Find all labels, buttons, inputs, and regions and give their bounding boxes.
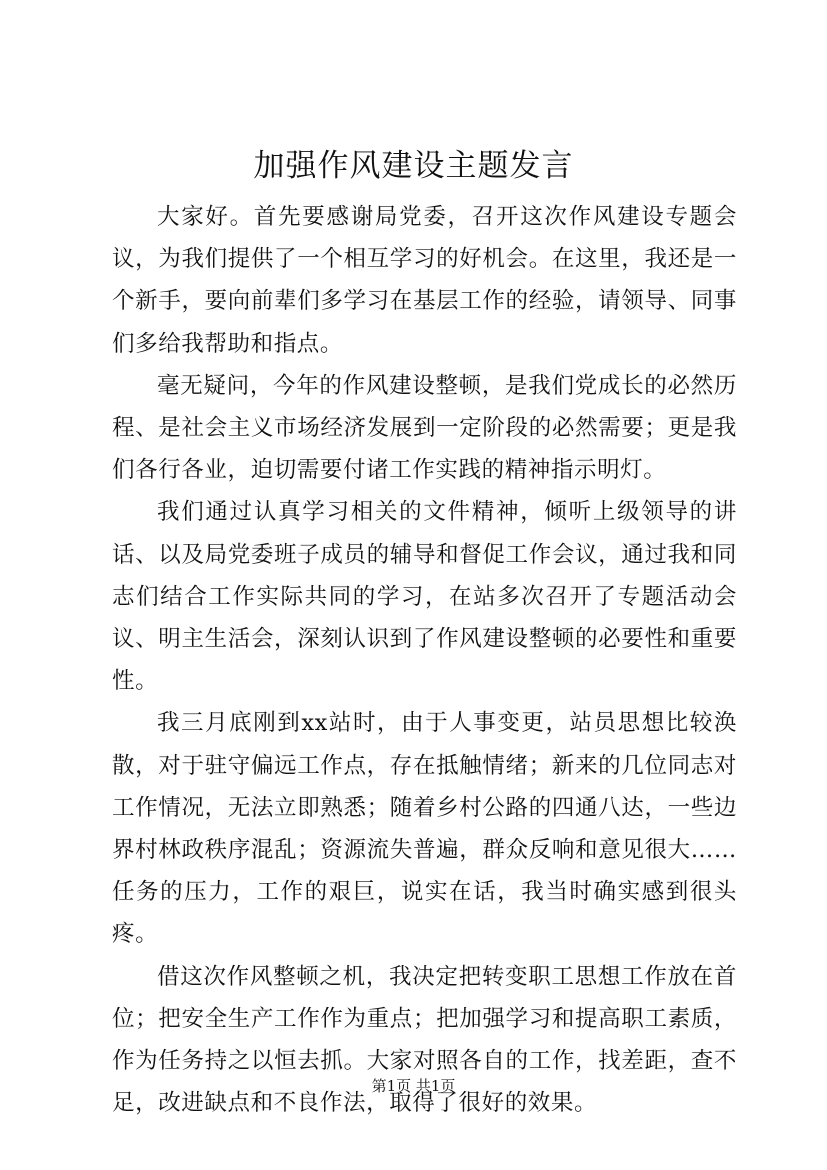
paragraph-5: 借这次作风整顿之机，我决定把转变职工思想工作放在首位；把安全生产工作作为重点；把加强学习和提高职工素质，作为任务持之以恒去抓。大家对照各自的工作，找差距，查不足，改进缺点和不良作法，取得了很好的效果。 — [112, 963, 737, 1117]
paragraph-4: 我三月底刚到xx站时，由于人事变更，站员思想比较涣散，对于驻守偏远工作点，存在抵触情绪；新来的几位同志对工作情况，无法立即熟悉；随着乡村公路的四通八达，一些边界村林政秩序混乱；资源流失普遍，群众反响和意见很大……任务的压力，工作的艰巨，说实在话，我当时确实感到很头疼。 — [112, 710, 737, 948]
document-body — [112, 196, 737, 1124]
paragraph-3: 我们通过认真学习相关的文件精神，倾听上级领导的讲话、以及局党委班子成员的辅导和督促工作会议，通过我和同志们结合工作实际共同的学习，在站多次召开了专题活动会议、明主生活会，深刻认识到了作风建设整顿的必要性和重要性。 — [112, 499, 737, 695]
page-footer: 第1页 共1页 — [371, 1077, 456, 1095]
document-title: 加强作风建设主题发言 — [253, 148, 574, 184]
paragraph-1: 大家好。首先要感谢局党委，召开这次作风建设专题会议，为我们提供了一个相互学习的好机会。在这里，我还是一个新手，要向前辈们多学习在基层工作的经验，请领导、同事们多给我帮助和指点。 — [112, 204, 737, 357]
paragraph-2: 毫无疑问，今年的作风建设整顿，是我们党成长的必然历程、是社会主义市场经济发展到一定阶段的必然需要；更是我们各行各业，迫切需要付诸工作实践的精神指示明灯。 — [112, 372, 737, 484]
